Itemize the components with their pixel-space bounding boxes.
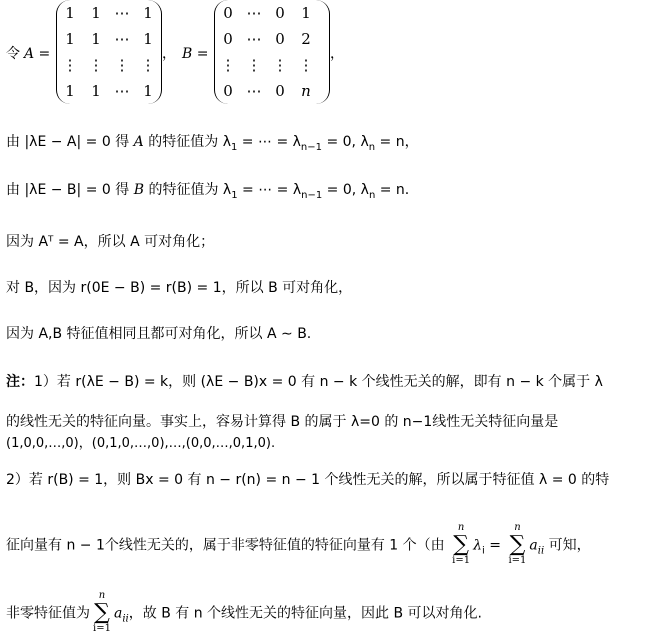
matrix-cell: 1 [65,30,75,48]
sum-symbol-2: n ∑ i=1 [508,522,527,566]
B-label: B = [182,46,209,62]
matrix-cell: ⋮ [88,56,104,74]
ling-text: 令 [6,46,20,62]
line-AT: 因为 Aᵀ = A，所以 A 可对角化； [6,234,215,250]
line-B-diag: 对 B，因为 r(0E − B) = r(B) = 1，所以 B 可对角化， [6,280,353,296]
matrix-cell: 1 [91,82,101,100]
matrix-cell: 1 [65,4,75,22]
line-similar: 因为 A,B 特征值相同且都可对角化，所以 A ∼ B. [6,326,312,342]
matrix-cell: 1 [143,30,153,48]
matrix-cell: 2 [301,30,311,48]
eig-B-line: 由 |λE − B| = 0 得 B 的特征值为 $\lambda_1$ = ⋯ = $\lambda_{n-1} = 0$, $\lambda_n = n$. [6,182,410,201]
note-1: 注：1）若 r(λE − B) = k，则 (λE − B)x = 0 有 n − k 个线性无关的解，即有 n − k 个属于 λ [6,374,603,390]
note-1b: 的线性无关的特征向量。事实上，容易计算得 B 的属于 λ=0 的 n−1线性无关特征向量是 [6,414,559,430]
end-comma: ， [330,46,344,62]
matrix-cell: ⋮ [220,56,236,74]
note-1c: (1,0,0,…,0)，(0,1,0,…,0),…,(0,0,…,0,1,0). [6,436,276,451]
matrix-cell: 0 [223,4,233,22]
comma: ， [162,46,176,62]
note-2: 2）若 r(B) = 1，则 Bx = 0 有 n − r(n) = n − 1 个线性无关的解，所以属于特征值 λ = 0 的特 [6,472,610,488]
matrix-cell: ⋯ [246,30,262,48]
matrix-B [214,0,330,104]
matrix-cell: ⋯ [246,4,262,22]
matrix-cell: n [301,82,311,100]
matrix-cell: 0 [275,30,285,48]
matrix-cell: ⋮ [298,56,314,74]
matrix-cell: 0 [275,82,285,100]
sum-symbol: n ∑ i=1 [452,522,471,566]
matrix-cell: 1 [143,82,153,100]
matrix-cell: ⋯ [114,30,130,48]
matrix-cell: ⋮ [62,56,78,74]
matrix-cell: 1 [91,30,101,48]
A-label: A = [24,46,51,62]
matrix-cell: 0 [223,82,233,100]
note-2c: 非零特征值为 n ∑ i=1 $a_{ii}$，故 B 有 n 个线性无关的特征向量，因此 B 可以对角化. [6,590,482,634]
eig-A-line: 由 |λE − A| = 0 得 A 的特征值为 $\lambda_1$ = ⋯ = $\lambda_{n-1} = 0$, $\lambda_n = n$， [6,134,419,153]
matrix-cell: ⋮ [114,56,130,74]
sum-symbol-3: n ∑ i=1 [93,590,111,634]
matrix-A [56,0,162,104]
matrix-cell: 1 [301,4,311,22]
note-2b: 征向量有 n − 1个线性无关的，属于非零特征值的特征向量有 1 个（由 n ∑ i=1 $\lambda_i$ = n ∑ i=1 $a_{ii}$ 可知， [6,522,591,566]
matrix-cell: 1 [65,82,75,100]
matrix-cell: ⋯ [114,82,130,100]
matrix-cell: ⋯ [114,4,130,22]
matrix-cell: ⋮ [246,56,262,74]
matrix-cell: ⋮ [140,56,156,74]
matrix-cell: ⋯ [246,82,262,100]
matrix-cell: 0 [275,4,285,22]
matrix-cell: 1 [91,4,101,22]
matrix-cell: ⋮ [272,56,288,74]
matrix-cell: 0 [223,30,233,48]
matrix-cell: 1 [143,4,153,22]
